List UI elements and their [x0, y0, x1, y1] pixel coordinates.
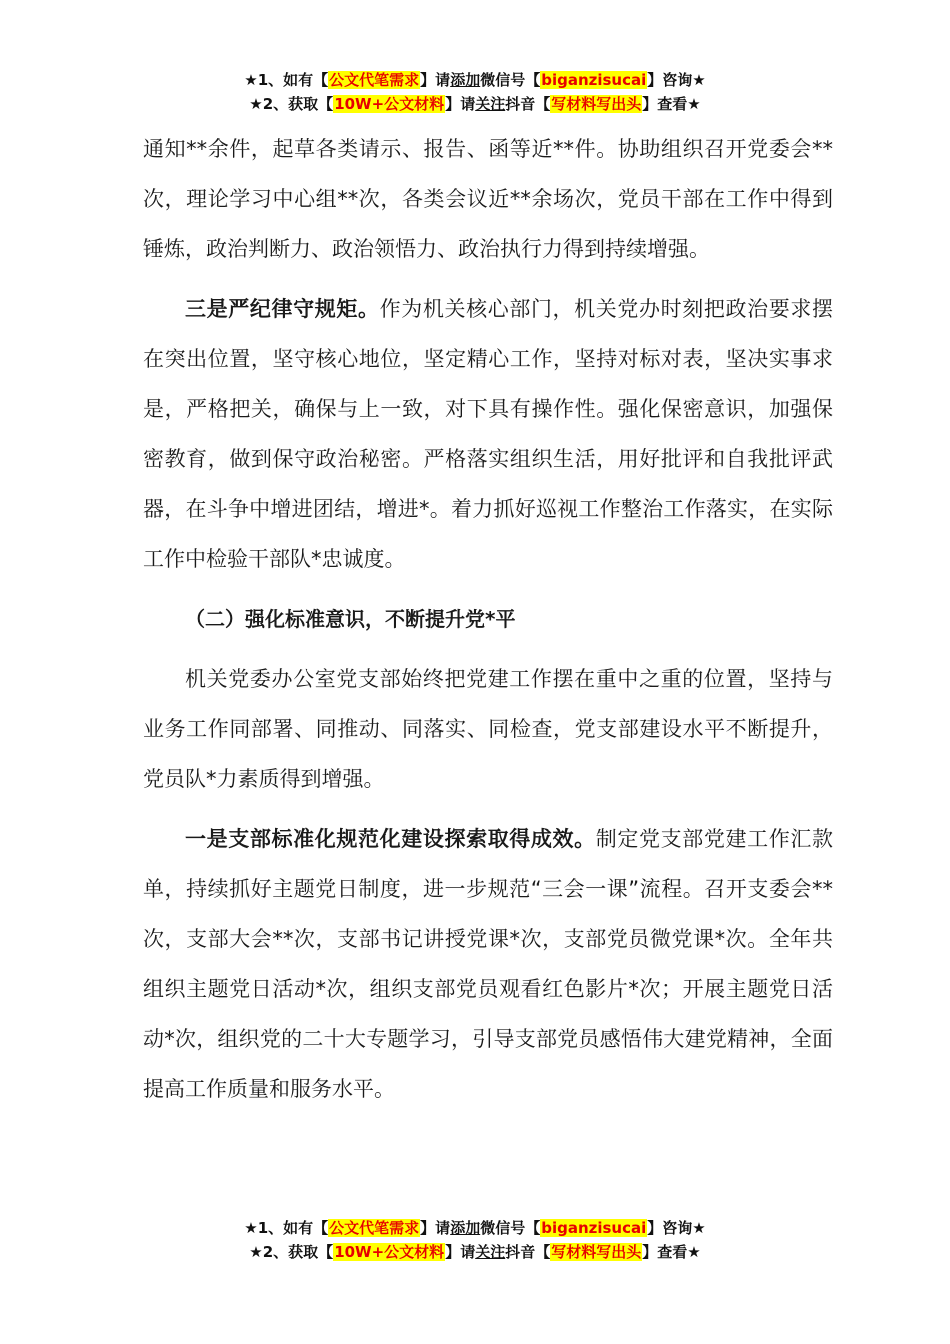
- promo-text: ★1、如有【: [244, 71, 329, 89]
- promo-text: 】查看★: [642, 1243, 701, 1261]
- paragraph-intro: 机关党委办公室党支部始终把党建工作摆在重中之重的位置，坚持与业务工作同部署、同推动、同落实、同检查，党支部建设水平不断提升，党员队*力素质得到增强。: [143, 667, 833, 791]
- paragraph-text: 制定党支部党建工作汇款单，持续抓好主题党日制度，进一步规范“三会一课”流程。召开支委会**次，支部大会**次，支部书记讲授党课*次，支部党员微党课*次。全年共组织主题党日活动*次，组织支部党员观看红色影片*次；开展主题党日活动*次，组织党的二十大专题学习，引导支部党员感悟伟大建党精神，全面提高工作质量和服务水平。: [143, 827, 834, 1101]
- promo-line-2: [0, 92, 950, 116]
- paragraph-lead: 一是支部标准化规范化建设探索取得成效。: [185, 827, 596, 851]
- promo-highlight: 公文代笔需求: [329, 71, 420, 89]
- promo-line-1: [0, 1216, 950, 1240]
- promo-wechat-id: biganzisucai: [541, 1219, 647, 1237]
- document-body: [143, 124, 833, 1114]
- promo-line-1: [0, 68, 950, 92]
- promo-text: ★1、如有【: [244, 1219, 329, 1237]
- promo-text: ★2、获取【: [249, 95, 334, 113]
- bottom-promo-banner: [0, 1216, 950, 1264]
- promo-text: 抖音【: [505, 95, 551, 113]
- promo-highlight: 10W+公文材料: [334, 95, 445, 113]
- promo-text: 】查看★: [642, 95, 701, 113]
- promo-line-2: [0, 1240, 950, 1264]
- promo-text: 】请: [420, 1219, 451, 1237]
- promo-text: 】请: [420, 71, 451, 89]
- promo-underlined: 添加: [450, 1219, 481, 1237]
- promo-text: 】咨询★: [647, 1219, 706, 1237]
- promo-underlined: 添加: [450, 71, 481, 89]
- section-heading: （二）强化标准意识，不断提升党*平: [185, 607, 516, 631]
- top-promo-banner: [0, 68, 950, 116]
- promo-underlined: 关注: [475, 1243, 506, 1261]
- promo-text: 抖音【: [505, 1243, 551, 1261]
- promo-text: 微信号【: [480, 71, 541, 89]
- paragraph-lead: 三是严纪律守规矩。: [185, 297, 380, 321]
- promo-douyin-account: 写材料写出头: [551, 95, 642, 113]
- promo-text: 】咨询★: [647, 71, 706, 89]
- paragraph-continued: 通知**余件，起草各类请示、报告、函等近**件。协助组织召开党委会**次，理论学习中心组**次，各类会议近**余场次，党员干部在工作中得到锤炼，政治判断力、政治领悟力、政治执行力得到持续增强。: [143, 137, 833, 261]
- promo-text: ★2、获取【: [249, 1243, 334, 1261]
- promo-douyin-account: 写材料写出头: [551, 1243, 642, 1261]
- promo-highlight: 10W+公文材料: [334, 1243, 445, 1261]
- paragraph-discipline: [143, 284, 833, 584]
- promo-text: 微信号【: [480, 1219, 541, 1237]
- promo-wechat-id: biganzisucai: [541, 71, 647, 89]
- promo-highlight: 公文代笔需求: [329, 1219, 420, 1237]
- paragraph-text: 作为机关核心部门，机关党办时刻把政治要求摆在突出位置，坚守核心地位，坚定精心工作，坚持对标对表，坚决实事求是，严格把关，确保与上一致，对下具有操作性。强化保密意识，加强保密教育，做到保守政治秘密。严格落实组织生活，用好批评和自我批评武器，在斗争中增进团结，增进*。着力抓好巡视工作整治工作落实，在实际工作中检验干部队*忠诚度。: [143, 297, 834, 571]
- promo-text: 】请: [445, 1243, 476, 1261]
- promo-underlined: 关注: [475, 95, 506, 113]
- paragraph-standardization: [143, 814, 833, 1114]
- promo-text: 】请: [445, 95, 476, 113]
